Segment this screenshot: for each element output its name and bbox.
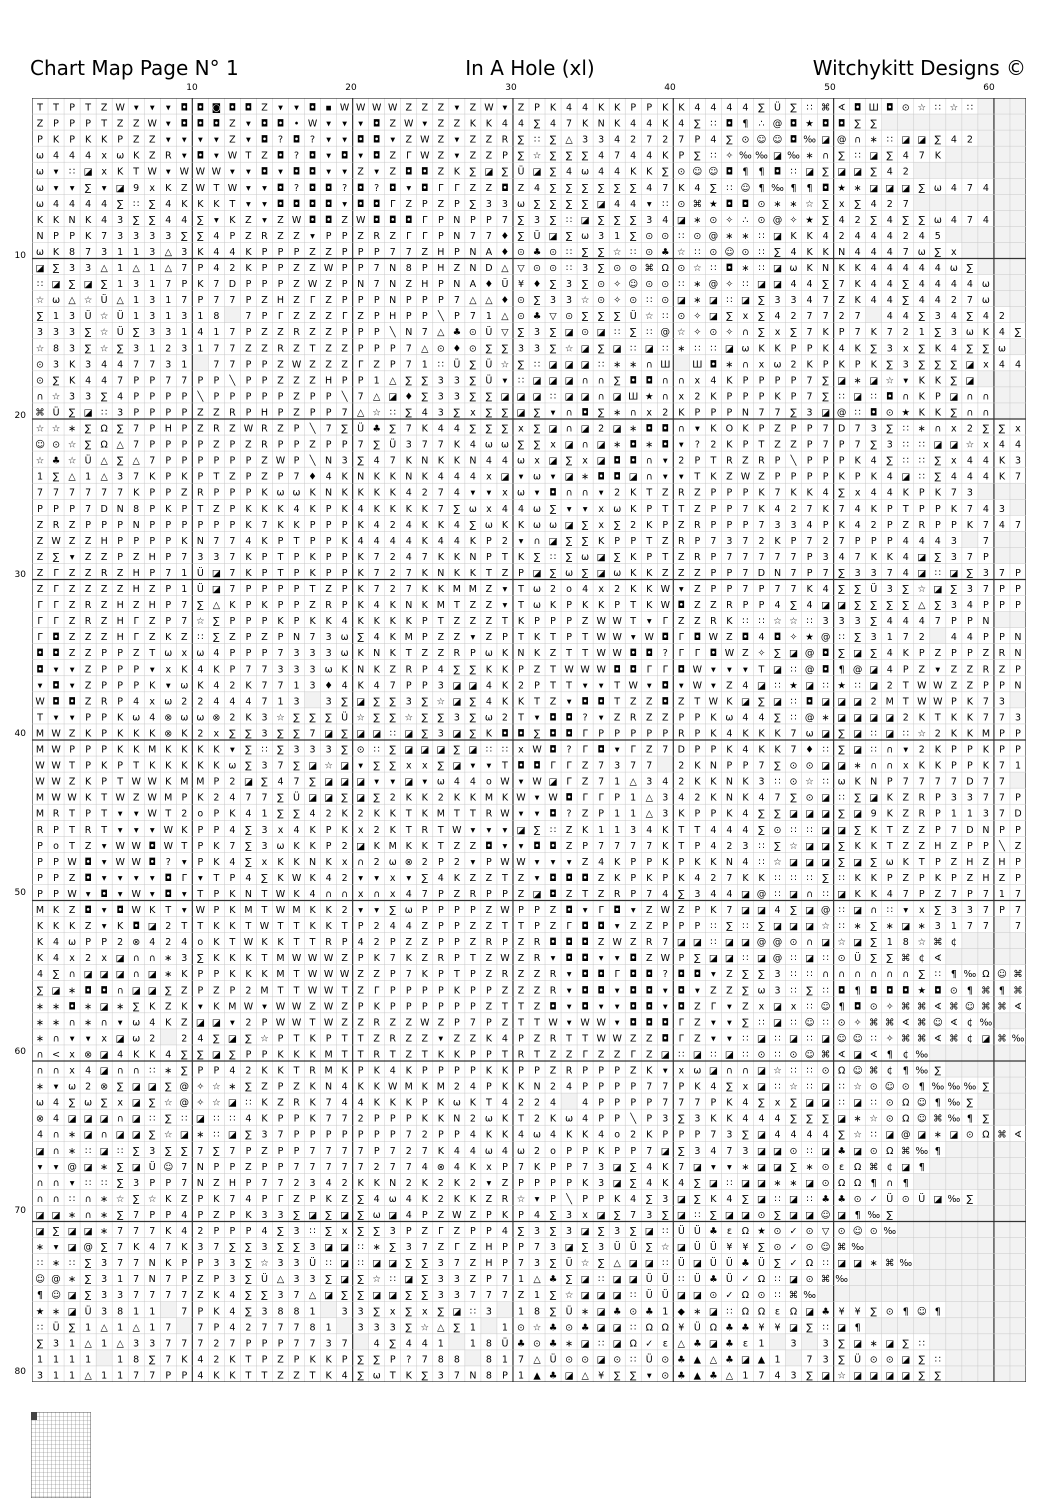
- row-number: 50: [4, 888, 26, 898]
- row-number: 80: [4, 1367, 26, 1377]
- stitch-symbol: 4: [550, 119, 556, 130]
- stitch-symbol: N: [598, 119, 605, 130]
- stitch-symbol: ▾: [454, 103, 459, 114]
- stitch-symbol: P: [69, 103, 75, 114]
- stitch-symbol: W: [340, 103, 350, 114]
- column-number: 10: [182, 83, 202, 93]
- stitch-symbol: T: [84, 103, 91, 114]
- stitch-symbol: ◘: [277, 119, 285, 130]
- stitch-symbol: 4: [518, 119, 524, 130]
- stitch-symbol: 4: [678, 119, 684, 130]
- stitch-symbol: ∢: [838, 103, 846, 114]
- stitch-symbol: ◘: [854, 103, 862, 114]
- stitch-chart-grid: [32, 98, 1026, 1386]
- stitch-symbol: ★: [805, 119, 814, 130]
- stitch-symbol: Z: [518, 103, 525, 114]
- stitch-symbol: 4: [502, 119, 508, 130]
- stitch-symbol: ▾: [342, 119, 347, 130]
- stitch-symbol: W: [308, 119, 318, 130]
- stitch-symbol: 4: [630, 119, 636, 130]
- stitch-symbol: 4: [694, 103, 700, 114]
- stitch-symbol: ∷: [967, 103, 973, 114]
- stitch-symbol: ▾: [166, 103, 171, 114]
- stitch-symbol: ▾: [503, 103, 508, 114]
- stitch-symbol: P: [646, 103, 652, 114]
- stitch-symbol: ◘: [197, 119, 205, 130]
- stitch-symbol: ▾: [150, 103, 155, 114]
- stitch-symbol: K: [614, 119, 621, 130]
- stitch-symbol: ∑: [534, 119, 541, 130]
- stitch-symbol: Z: [37, 119, 44, 130]
- stitch-chart-svg: [32, 98, 1026, 1382]
- stitch-symbol: ∴: [758, 119, 764, 130]
- stitch-symbol: 4: [726, 103, 732, 114]
- stitch-symbol: W: [115, 103, 125, 114]
- stitch-symbol: P: [630, 103, 636, 114]
- stitch-symbol: ☆: [950, 103, 959, 114]
- column-number: 60: [979, 83, 999, 93]
- stitch-symbol: ◙: [212, 103, 221, 114]
- stitch-symbol: W: [372, 103, 382, 114]
- stitch-symbol: P: [69, 119, 75, 130]
- stitch-symbol: 4: [566, 103, 572, 114]
- stitch-symbol: ⊙: [902, 103, 910, 114]
- stitch-symbol: @: [773, 119, 783, 130]
- stitch-symbol: ◘: [726, 119, 734, 130]
- stitch-symbol: W: [404, 119, 414, 130]
- stitch-symbol: Z: [229, 119, 236, 130]
- stitch-symbol: Z: [438, 119, 445, 130]
- row-number: 40: [4, 729, 26, 739]
- stitch-symbol: ◘: [309, 103, 317, 114]
- stitch-symbol: Z: [470, 103, 477, 114]
- stitch-symbol: ▾: [278, 103, 283, 114]
- stitch-symbol: ◘: [229, 103, 237, 114]
- stitch-symbol: ◘: [373, 119, 381, 130]
- stitch-symbol: K: [678, 103, 685, 114]
- stitch-symbol: P: [53, 119, 59, 130]
- stitch-symbol: ▾: [358, 119, 363, 130]
- stitch-symbol: K: [550, 103, 557, 114]
- row-number: 20: [4, 411, 26, 421]
- stitch-symbol: ∑: [790, 103, 797, 114]
- stitch-symbol: 4: [646, 119, 652, 130]
- stitch-symbol: ◘: [197, 103, 205, 114]
- stitch-symbol: T: [52, 103, 59, 114]
- stitch-symbol: P: [85, 119, 91, 130]
- column-number: 20: [341, 83, 361, 93]
- stitch-symbol: W: [356, 103, 366, 114]
- stitch-symbol: ∑: [694, 119, 701, 130]
- stitch-symbol: ▾: [166, 119, 171, 130]
- stitch-symbol: K: [470, 119, 477, 130]
- stitch-symbol: ∷: [807, 103, 813, 114]
- stitch-symbol: W: [484, 103, 494, 114]
- pattern-name: In A Hole (xl): [0, 56, 1060, 80]
- stitch-symbol: ⌘: [821, 103, 831, 114]
- stitch-symbol: ▪: [325, 103, 331, 114]
- stitch-symbol: K: [662, 119, 669, 130]
- chart-page-title: Chart Map Page N° 1: [30, 56, 239, 80]
- designer-credit: Witchykitt Designs ©: [813, 56, 1026, 80]
- stitch-symbol: K: [582, 119, 589, 130]
- stitch-symbol: Z: [133, 119, 140, 130]
- stitch-symbol: Z: [406, 103, 413, 114]
- stitch-symbol: K: [598, 103, 605, 114]
- stitch-symbol: ∑: [758, 103, 765, 114]
- stitch-symbol: •: [294, 119, 300, 130]
- stitch-symbol: 4: [582, 103, 588, 114]
- stitch-symbol: 7: [566, 119, 572, 130]
- stitch-symbol: ▾: [246, 119, 251, 130]
- stitch-symbol: K: [486, 119, 493, 130]
- stitch-symbol: ¶: [742, 119, 748, 130]
- row-number: 10: [4, 251, 26, 261]
- stitch-symbol: ☆: [918, 103, 927, 114]
- column-number: 50: [820, 83, 840, 93]
- stitch-symbol: ◘: [790, 119, 798, 130]
- stitch-symbol: Z: [101, 103, 108, 114]
- stitch-symbol: 4: [742, 103, 748, 114]
- stitch-symbol: Ü: [774, 103, 781, 114]
- stitch-symbol: Z: [454, 119, 461, 130]
- stitch-symbol: T: [100, 119, 107, 130]
- stitch-symbol: ▾: [294, 103, 299, 114]
- column-number: 40: [660, 83, 680, 93]
- stitch-symbol: Z: [261, 103, 268, 114]
- stitch-symbol: ◘: [181, 119, 189, 130]
- stitch-symbol: ◘: [181, 103, 189, 114]
- stitch-symbol: ◘: [213, 119, 221, 130]
- stitch-symbol: ◘: [245, 103, 253, 114]
- stitch-symbol: ▾: [326, 119, 331, 130]
- stitch-symbol: W: [148, 119, 158, 130]
- stitch-symbol: W: [388, 103, 398, 114]
- stitch-symbol: Z: [422, 103, 429, 114]
- stitch-symbol: ∷: [710, 119, 716, 130]
- stitch-symbol: Z: [389, 119, 396, 130]
- stitch-symbol: ◘: [886, 103, 894, 114]
- row-number: 70: [4, 1206, 26, 1216]
- row-number: 60: [4, 1047, 26, 1057]
- stitch-symbol: 4: [710, 103, 716, 114]
- stitch-symbol: K: [614, 103, 621, 114]
- stitch-symbol: Z: [438, 103, 445, 114]
- stitch-symbol: Z: [117, 119, 124, 130]
- stitch-symbol: ▾: [422, 119, 427, 130]
- row-number: 30: [4, 570, 26, 580]
- stitch-symbol: ◘: [261, 119, 269, 130]
- column-number: 30: [501, 83, 521, 93]
- stitch-symbol: ∷: [935, 103, 941, 114]
- stitch-symbol: T: [36, 103, 43, 114]
- stitch-symbol: P: [534, 103, 540, 114]
- stitch-symbol: K: [662, 103, 669, 114]
- grid-lines: [32, 98, 1026, 1382]
- stitch-symbol: Ш: [869, 103, 879, 114]
- stitch-symbol: ▾: [134, 103, 139, 114]
